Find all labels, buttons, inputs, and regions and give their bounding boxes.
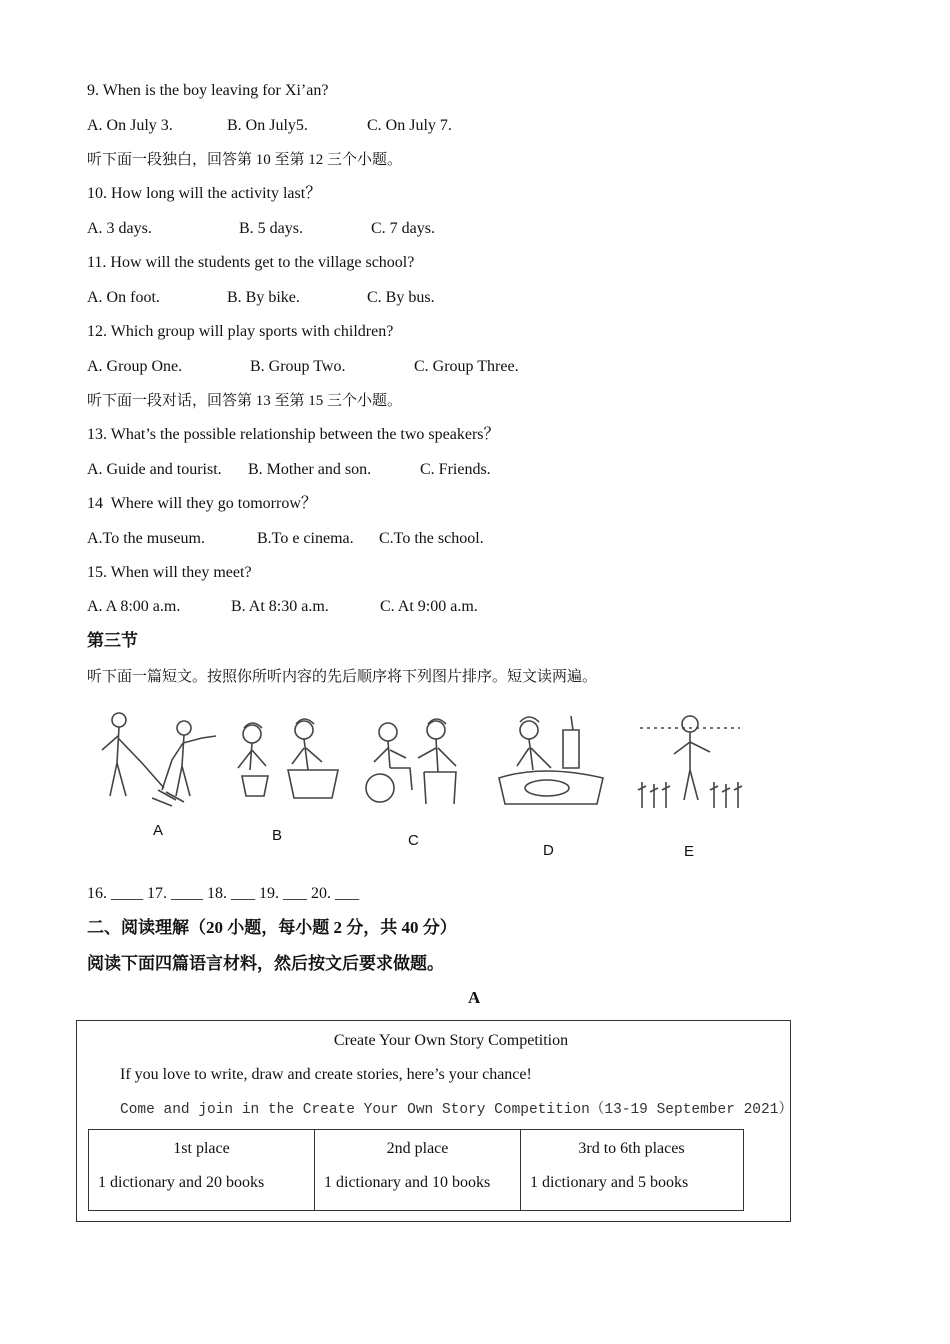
question-11-stem: 11. How will the students get to the village school? [87, 254, 415, 271]
prize-cell-second [314, 1130, 520, 1210]
question-12-option-b: B. Group Two. [250, 358, 346, 375]
question-12-stem: 12. Which group will play sports with children? [87, 323, 394, 340]
question-15-option-c: C. At 9:00 a.m. [380, 598, 478, 615]
question-10-option-c: C. 7 days. [371, 220, 435, 237]
picture-c-label: C [408, 832, 419, 849]
picture-e-label: E [684, 843, 695, 860]
question-11-option-a: A. On foot. [87, 289, 160, 306]
prize-place: 1st place [173, 1140, 230, 1157]
notice-line-1: If you love to write, draw and create stories, here’s your chance! [120, 1066, 532, 1083]
picture-a-label: A [153, 822, 164, 839]
prize-cell-first [89, 1130, 314, 1210]
question-14-option-a: A.To the museum. [87, 530, 205, 547]
question-14-option-c: C.To the school. [379, 530, 484, 547]
question-9-option-a: A. On July 3. [87, 117, 173, 134]
section3-instruction: 听下面一篇短文。按照你所听内容的先后顺序将下列图片排序。短文读两遍。 [87, 669, 598, 685]
prize-cell-third [520, 1130, 742, 1210]
question-12-option-a: A. Group One. [87, 358, 183, 375]
prize-reward: 1 dictionary and 20 books [98, 1174, 265, 1191]
question-13-option-b: B. Mother and son. [248, 461, 372, 478]
prize-reward: 1 dictionary and 10 books [324, 1174, 491, 1191]
question-15-option-b: B. At 8:30 a.m. [231, 598, 329, 615]
picture-b-washing [222, 708, 346, 808]
reading-instruction: 阅读下面四篇语言材料，然后按文后要求做题。 [87, 954, 444, 973]
picture-d-cooking [493, 708, 613, 818]
monologue-instruction: 听下面一段独白，回答第 10 至第 12 三个小题。 [87, 152, 403, 168]
question-13-stem: 13. What’s the possible relationship between the two speakers？ [87, 426, 500, 443]
reading-heading: 二、阅读理解（20 小题，每小题 2 分，共 40 分） [87, 918, 457, 937]
section3-title: 第三节 [87, 631, 138, 650]
question-10-stem: 10. How long will the activity last？ [87, 185, 322, 202]
answer-line: 16. ____ 17. ____ 18. ___ 19. ___ 20. ___ [87, 885, 359, 902]
prize-place: 2nd place [386, 1140, 449, 1157]
prize-reward: 1 dictionary and 5 books [530, 1174, 689, 1191]
picture-d-label: D [543, 842, 554, 859]
picture-a-sweeping [92, 708, 220, 808]
question-10-option-a: A. 3 days. [87, 220, 152, 237]
prize-place: 3rd to 6th places [578, 1140, 685, 1157]
question-15-option-a: A. A 8:00 a.m. [87, 598, 181, 615]
question-9-stem: 9. When is the boy leaving for Xi’an? [87, 82, 329, 99]
picture-c-wheelchair [360, 708, 472, 812]
question-12-option-c: C. Group Three. [414, 358, 519, 375]
question-13-option-a: A. Guide and tourist. [87, 461, 222, 478]
question-14-option-b: B.To e cinema. [257, 530, 354, 547]
dialogue-instruction: 听下面一段对话，回答第 13 至第 15 三个小题。 [87, 393, 403, 409]
question-9-option-b: B. On July5. [227, 117, 308, 134]
picture-e-garden [636, 708, 744, 812]
picture-b-label: B [272, 827, 283, 844]
notice-title: Create Your Own Story Competition [333, 1032, 569, 1049]
question-15-stem: 15. When will they meet? [87, 564, 252, 581]
notice-line-2: Come and join in the Create Your Own Story Competition（13-19 September 2021） [120, 1102, 793, 1118]
prize-table [88, 1129, 744, 1211]
question-11-option-b: B. By bike. [227, 289, 300, 306]
question-9-option-c: C. On July 7. [367, 117, 452, 134]
passage-label: A [468, 988, 481, 1007]
question-10-option-b: B. 5 days. [239, 220, 303, 237]
question-14-stem: 14 Where will they go tomorrow？ [87, 495, 317, 512]
question-11-option-c: C. By bus. [367, 289, 435, 306]
question-13-option-c: C. Friends. [420, 461, 491, 478]
